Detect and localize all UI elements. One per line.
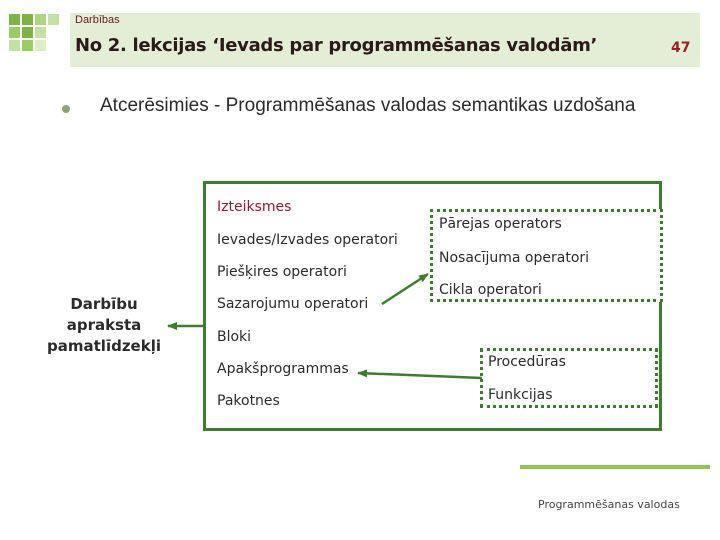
operator-item: Pārejas operators bbox=[439, 216, 562, 232]
arrow-to-operator-box bbox=[382, 274, 428, 304]
bullet-text: Atcerēsimies - Programmēšanas valodas semantikas uzdošana bbox=[100, 95, 636, 116]
subprogram-item: Procedūras bbox=[488, 354, 566, 370]
item-blocks: Bloki bbox=[217, 329, 252, 345]
subprogram-item: Funkcijas bbox=[488, 387, 553, 403]
item-subprograms: Apakšprogrammas bbox=[217, 361, 349, 377]
footer-line bbox=[520, 465, 710, 469]
item-assign-operators: Piešķires operatori bbox=[217, 264, 347, 280]
arrow-to-subprograms bbox=[358, 373, 482, 378]
page-number: 47 bbox=[671, 40, 691, 56]
item-packages: Pakotnes bbox=[217, 393, 280, 409]
page-title: No 2. lekcijas ‘Ievads par programmēšanas valodām’ bbox=[75, 35, 598, 56]
side-label-line: pamatlīdzekļi bbox=[47, 337, 161, 355]
item-io-operators: Ievades/Izvades operatori bbox=[217, 232, 398, 248]
operator-item: Cikla operatori bbox=[439, 282, 542, 298]
side-label-line: Darbību bbox=[70, 295, 138, 313]
operator-item: Nosacījuma operatori bbox=[439, 250, 590, 266]
side-label-line: apraksta bbox=[66, 316, 142, 334]
item-expressions: Izteiksmes bbox=[217, 199, 292, 215]
item-branch-operators: Sazarojumu operatori bbox=[217, 296, 369, 312]
footer-text: Programmēšanas valodas bbox=[538, 498, 680, 511]
section-label: Darbības bbox=[75, 14, 120, 26]
